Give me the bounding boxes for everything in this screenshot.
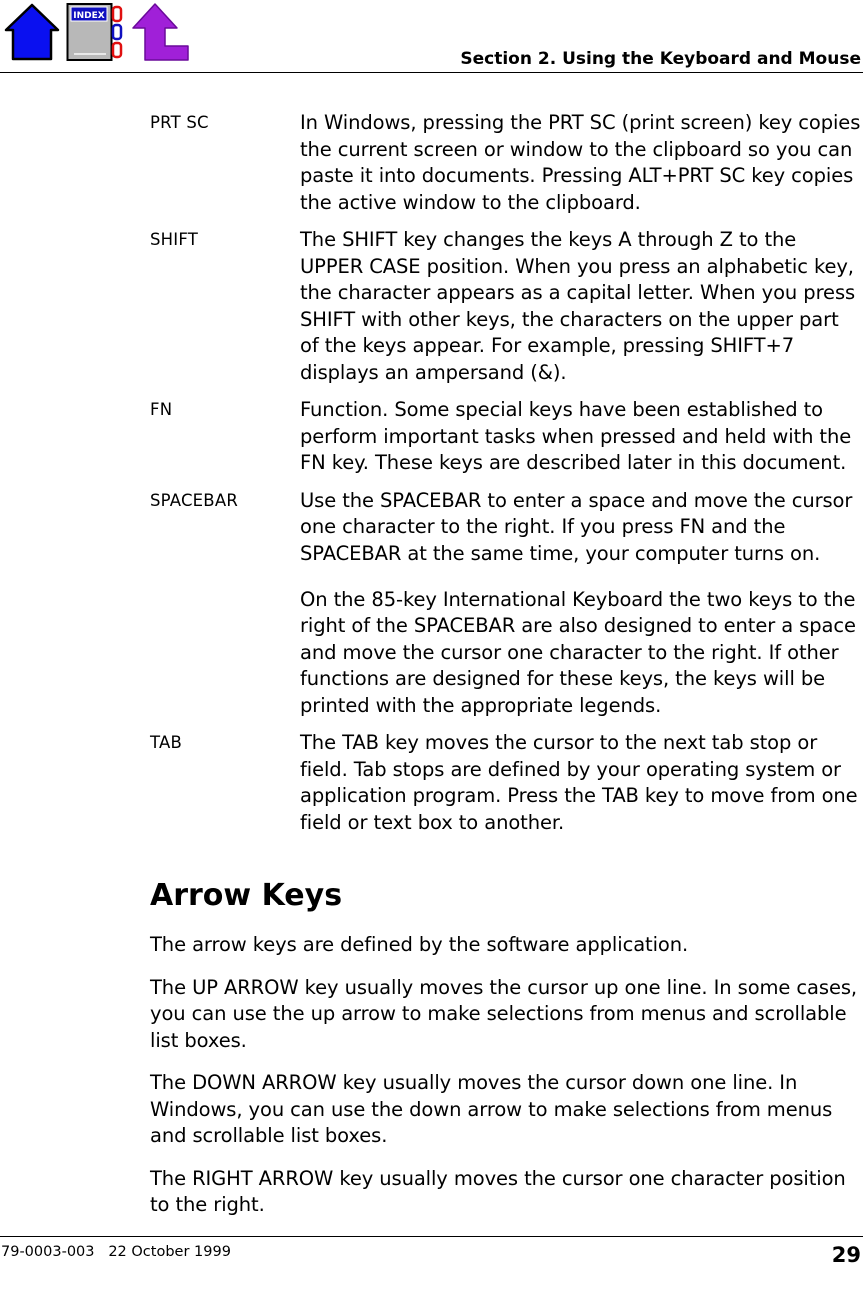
definition-fn: [150, 397, 862, 477]
body-paragraph: The UP ARROW key usually moves the cursor up one line. In some cases, you can use the up arrow to make selections from menus and scrollable list boxes.: [150, 975, 858, 1052]
definition-text: The TAB key moves the cursor to the next tab stop or field. Tab stops are defined by your operating system or application program. Press the TAB key to move from one field or text box to another.: [300, 731, 858, 834]
page-header: [0, 0, 863, 74]
section-title: Arrow Keys: [150, 878, 343, 913]
term-label: PRT SC: [150, 113, 209, 132]
definition-prt-sc: [150, 110, 862, 216]
footer-doc-info: [1, 1244, 231, 1260]
header-divider: [0, 72, 863, 73]
definition-text: Function. Some special keys have been established to perform important tasks when pressed and held with the FN key. These keys are described later in this document.: [300, 398, 852, 474]
body-paragraph: The DOWN ARROW key usually moves the cursor down one line. In Windows, you can use the down arrow to make selections from menus and scrollable list boxes.: [150, 1071, 833, 1147]
doc-date: 22 October 1999: [108, 1244, 231, 1260]
footer-divider: [0, 1236, 863, 1237]
definition-text: The SHIFT key changes the keys A through Z to the UPPER CASE position. When you press an alphabetic key, the character appears as a capital letter. When you press SHIFT with other keys, the characters on the upper part of the keys appear. For example, pressing SHIFT+7 displays an ampersand (&).: [300, 228, 856, 384]
definition-text: On the 85-key International Keyboard the two keys to the right of the SPACEBAR are also designed to enter a space and move the cursor one character to the right. If other functions are designed for these keys, the keys will be printed with the appropriate legends.: [300, 587, 856, 717]
body-paragraph: The RIGHT ARROW key usually moves the cursor one character position to the right.: [150, 1166, 846, 1216]
key-definition-list: [150, 110, 862, 847]
page-number: 29: [831, 1243, 861, 1267]
term-label: TAB: [150, 733, 183, 752]
definition-tab: [150, 730, 862, 836]
definition-text: In Windows, pressing the PRT SC (print screen) key copies the current screen or window to the clipboard so you can paste it into documents. Pressing ALT+PRT SC key copies the active window to the clipboard.: [300, 111, 861, 214]
definition-text: Use the SPACEBAR to enter a space and move the cursor one character to the right. If you press FN and the SPACEBAR at the same time, your computer turns on.: [300, 488, 853, 565]
up-arrow-icon[interactable]: [132, 2, 190, 62]
doc-id: 79-0003-003: [1, 1244, 95, 1260]
body-paragraph: The arrow keys are defined by the software application.: [150, 933, 689, 956]
term-label: FN: [150, 400, 173, 419]
running-head: Section 2. Using the Keyboard and Mouse: [460, 49, 861, 69]
definition-shift: [150, 227, 862, 386]
definition-spacebar: [150, 488, 862, 720]
term-label: SHIFT: [150, 230, 199, 249]
index-label: INDEX: [73, 11, 105, 21]
arrow-keys-section: [150, 876, 862, 1235]
term-label: SPACEBAR: [150, 490, 238, 510]
index-icon[interactable]: [66, 2, 124, 62]
home-icon[interactable]: [4, 2, 60, 62]
